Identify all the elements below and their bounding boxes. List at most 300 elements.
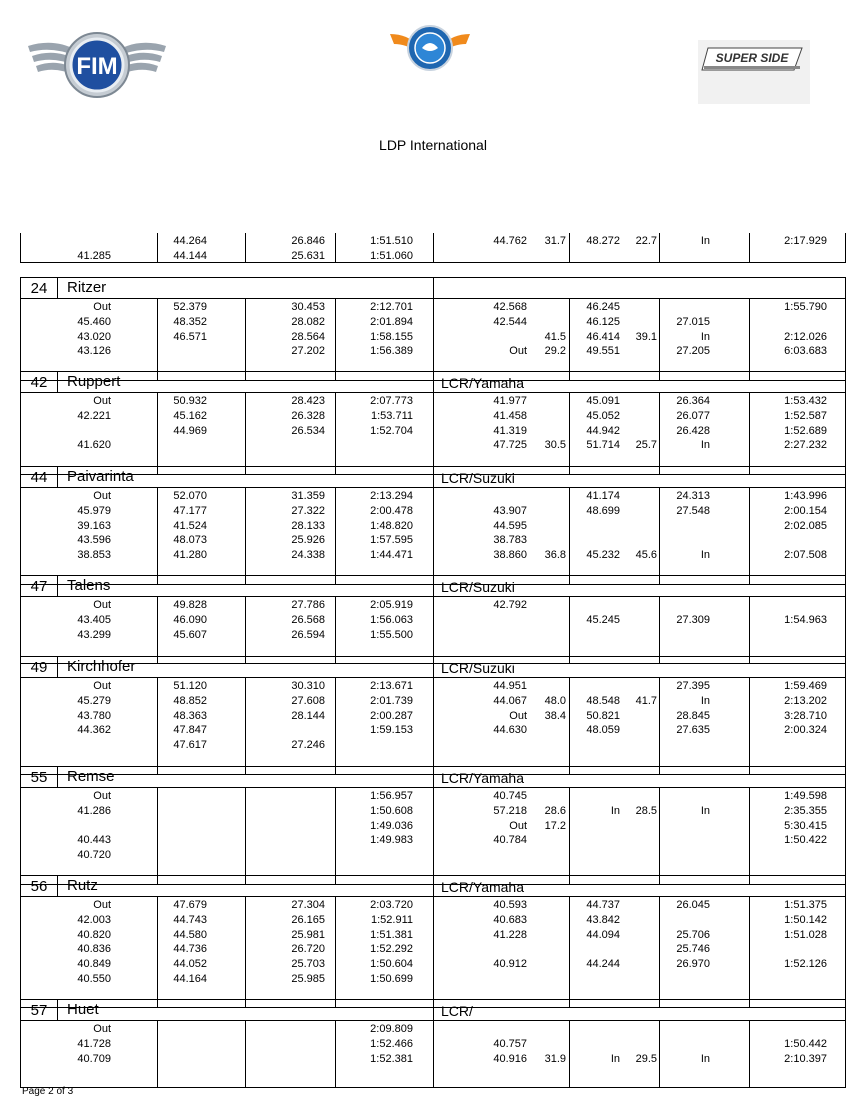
header-divider	[433, 657, 434, 677]
total-time-cell: 2:12.026	[784, 330, 827, 343]
sector3-cell: 27.304	[291, 899, 325, 911]
sector3-cell: 25.981	[291, 928, 325, 941]
rider-team: LCR/Yamaha	[441, 375, 525, 391]
lap-time-cell: 1:56.063	[370, 613, 413, 626]
fim-logo	[24, 30, 170, 102]
sector1-cell: 41.620	[77, 439, 111, 452]
lap-time-cell: 2:07.773	[370, 395, 413, 407]
total-time-cell: 1:52.126	[784, 958, 827, 971]
speed2-cell: 28.5	[635, 804, 657, 817]
sector3-cell: 26.534	[291, 424, 325, 437]
lap-row	[21, 848, 847, 863]
sector3-cell: 24.338	[291, 549, 325, 562]
pit-sector3-cell: 25.746	[676, 943, 710, 956]
lap-time-cell: 2:13.294	[370, 490, 413, 502]
lap-time-cell: 1:44.471	[370, 549, 413, 562]
speed2-cell: 29.5	[635, 1052, 657, 1065]
pit-sector3-cell: In	[700, 694, 710, 707]
pit-sector1-cell: 44.762	[493, 235, 527, 247]
pit-sector2-cell: 41.174	[586, 490, 620, 502]
pit-sector3-cell: In	[700, 330, 710, 343]
pit-sector3-cell: 27.309	[676, 613, 710, 626]
rider-number: 47	[21, 576, 58, 596]
pit-sector2-cell: 48.548	[586, 694, 620, 707]
pit-sector3-cell: In	[700, 549, 710, 562]
sector2-cell: 44.736	[173, 943, 207, 956]
sector1-cell: 41.728	[77, 1037, 111, 1050]
sector3-cell: 28.423	[291, 395, 325, 407]
pit-sector2-cell: 44.094	[586, 928, 620, 941]
sector3-cell: 30.453	[291, 301, 325, 313]
total-time-cell: 3:28.710	[784, 709, 827, 722]
sector3-cell: 27.322	[291, 504, 325, 517]
sector3-cell: 28.133	[291, 519, 325, 532]
lap-row	[21, 519, 847, 534]
lap-row	[21, 315, 847, 330]
pit-sector1-cell: Out	[509, 709, 527, 722]
sector3-cell: 25.703	[291, 958, 325, 971]
sector1-cell: Out	[93, 301, 111, 313]
pit-sector1-cell: 40.784	[493, 834, 527, 847]
sector1-cell: 43.596	[77, 534, 111, 547]
lap-time-cell: 1:55.500	[370, 628, 413, 641]
sector3-cell: 26.165	[291, 913, 325, 926]
lap-row	[21, 819, 847, 834]
lap-times-grid	[20, 393, 846, 475]
pit-sector1-cell: 40.593	[493, 899, 527, 911]
header-divider	[433, 1000, 434, 1020]
sector2-cell: 51.120	[173, 680, 207, 692]
total-time-cell: 1:50.422	[784, 834, 827, 847]
lap-row	[21, 972, 847, 987]
rider-team: LCR/Suzuki	[441, 470, 515, 486]
sector2-cell: 47.847	[173, 724, 207, 737]
sector1-cell: Out	[93, 1023, 111, 1035]
lap-times-grid	[20, 788, 846, 885]
pit-sector1-cell: 57.218	[493, 804, 527, 817]
pit-sector1-cell: 42.544	[493, 315, 527, 328]
speed2-cell: 25.7	[635, 439, 657, 452]
pit-sector3-cell: 27.205	[676, 345, 710, 358]
lap-row	[21, 394, 847, 409]
lap-row	[21, 533, 847, 548]
rider-header	[20, 999, 846, 1021]
total-time-cell: 1:51.375	[784, 899, 827, 911]
fim-logo-text: FIM	[76, 53, 118, 80]
pit-sector1-cell: 41.458	[493, 409, 527, 422]
lap-row	[21, 804, 847, 819]
rider-number: 44	[21, 467, 58, 487]
speed1-cell: 48.0	[544, 694, 566, 707]
pit-sector3-cell: In	[700, 439, 710, 452]
sector2-cell: 44.264	[173, 235, 207, 247]
rider-name: Huet	[67, 1001, 99, 1018]
rider-name: Rutz	[67, 877, 98, 894]
rider-name: Ritzer	[67, 279, 107, 296]
lap-row	[21, 548, 847, 563]
speed2-cell: 45.6	[635, 549, 657, 562]
lap-row	[21, 1052, 847, 1067]
page-number: Page 2 of 3	[22, 1086, 74, 1097]
sector1-cell: 40.550	[77, 973, 111, 985]
lap-time-cell: 1:57.595	[370, 534, 413, 547]
lap-time-cell: 1:58.155	[370, 330, 413, 343]
pit-sector1-cell: 42.792	[493, 599, 527, 611]
sector1-cell: 43.020	[77, 330, 111, 343]
sector3-cell: 25.926	[291, 534, 325, 547]
total-time-cell: 1:54.963	[784, 613, 827, 626]
sector1-cell: 40.836	[77, 943, 111, 956]
sector2-cell: 44.580	[173, 928, 207, 941]
pit-sector2-cell: 46.125	[586, 315, 620, 328]
lap-row	[21, 942, 847, 957]
pit-sector2-cell: 46.245	[586, 301, 620, 313]
sector1-cell: 44.362	[77, 724, 111, 737]
sector2-cell: 41.280	[173, 549, 207, 562]
pit-sector1-cell: 40.916	[493, 1052, 527, 1065]
sector3-cell: 27.786	[291, 599, 325, 611]
speed2-cell: 41.7	[635, 694, 657, 707]
pit-sector3-cell: 26.077	[676, 409, 710, 422]
pit-sector3-cell: In	[700, 804, 710, 817]
speed1-cell: 38.4	[544, 709, 566, 722]
lap-row	[21, 344, 847, 359]
total-time-cell: 2:07.508	[784, 549, 827, 562]
sector1-cell: 43.126	[77, 345, 111, 358]
total-time-cell: 5:30.415	[784, 819, 827, 832]
lap-time-cell: 1:50.604	[370, 958, 413, 971]
pit-sector1-cell: 38.860	[493, 549, 527, 562]
total-time-cell: 6:03.683	[784, 345, 827, 358]
rider-header	[20, 466, 846, 488]
pit-sector2-cell: 44.942	[586, 424, 620, 437]
sector2-cell: 45.607	[173, 628, 207, 641]
sector1-cell: 41.286	[77, 804, 111, 817]
total-time-cell: 1:53.432	[784, 395, 827, 407]
lap-row	[21, 1037, 847, 1052]
pit-sector3-cell: 27.015	[676, 315, 710, 328]
sector2-cell: 47.617	[173, 739, 207, 752]
pit-sector2-cell: 48.699	[586, 504, 620, 517]
lap-times-grid	[20, 233, 846, 263]
lap-time-cell: 2:01.739	[370, 694, 413, 707]
sector2-cell: 46.571	[173, 330, 207, 343]
sector1-cell: 45.279	[77, 694, 111, 707]
lap-time-cell: 1:53.711	[370, 409, 413, 422]
sector2-cell: 44.164	[173, 973, 207, 985]
superside-logo	[698, 40, 810, 104]
pit-sector2-cell: 48.272	[586, 235, 620, 247]
rider-number: 24	[21, 278, 58, 298]
pit-sector2-cell: 45.245	[586, 613, 620, 626]
pit-sector2-cell: 49.551	[586, 345, 620, 358]
lap-time-cell: 1:52.704	[370, 424, 413, 437]
pit-sector2-cell: 44.737	[586, 899, 620, 911]
pit-sector3-cell: 26.428	[676, 424, 710, 437]
lap-time-cell: 1:49.036	[370, 819, 413, 832]
lap-row	[21, 598, 847, 613]
rider-header	[20, 575, 846, 597]
total-time-cell: 2:13.202	[784, 694, 827, 707]
sector1-cell: 43.299	[77, 628, 111, 641]
rider-team: LCR/Yamaha	[441, 770, 525, 786]
speed1-cell: 30.5	[544, 439, 566, 452]
rider-name: Remse	[67, 768, 115, 785]
total-time-cell: 1:49.598	[784, 790, 827, 802]
rider-team: LCR/Yamaha	[441, 879, 525, 895]
pit-sector2-cell: 48.059	[586, 724, 620, 737]
speed1-cell: 31.9	[544, 1052, 566, 1065]
lap-row	[21, 694, 847, 709]
lap-time-cell: 1:49.983	[370, 834, 413, 847]
rider-header	[20, 766, 846, 788]
lap-row	[21, 300, 847, 315]
sector3-cell: 28.082	[291, 315, 325, 328]
speed1-cell: 36.8	[544, 549, 566, 562]
total-time-cell: 1:50.442	[784, 1037, 827, 1050]
sector2-cell: 52.070	[173, 490, 207, 502]
lap-row	[21, 709, 847, 724]
championship-emblem	[388, 22, 472, 74]
pit-sector1-cell: 44.630	[493, 724, 527, 737]
sector1-cell: Out	[93, 490, 111, 502]
rider-name: Kirchhofer	[67, 658, 136, 675]
pit-sector2-cell: 45.052	[586, 409, 620, 422]
page-title: LDP International	[379, 137, 487, 153]
pit-sector1-cell: 38.783	[493, 534, 527, 547]
lap-row	[21, 928, 847, 943]
lap-time-cell: 1:59.153	[370, 724, 413, 737]
lap-time-cell: 2:01.894	[370, 315, 413, 328]
pit-sector3-cell: 27.395	[676, 680, 710, 692]
sector2-cell: 44.052	[173, 958, 207, 971]
pit-sector3-cell: 27.548	[676, 504, 710, 517]
lap-time-cell: 1:56.389	[370, 345, 413, 358]
lap-row	[21, 424, 847, 439]
lap-time-cell: 2:12.701	[370, 301, 413, 313]
pit-sector3-cell: 28.845	[676, 709, 710, 722]
sector1-cell: 45.979	[77, 504, 111, 517]
lap-row	[21, 613, 847, 628]
lap-time-cell: 2:03.720	[370, 899, 413, 911]
total-time-cell: 1:52.587	[784, 409, 827, 422]
lap-time-cell: 1:52.292	[370, 943, 413, 956]
sector1-cell: 42.221	[77, 409, 111, 422]
rider-number: 55	[21, 767, 58, 787]
total-time-cell: 1:52.689	[784, 424, 827, 437]
pit-sector1-cell: 41.228	[493, 928, 527, 941]
header-divider	[433, 876, 434, 896]
rider-header	[20, 277, 846, 299]
pit-sector3-cell: 24.313	[676, 490, 710, 502]
rider-team: LCR/Suzuki	[441, 579, 515, 595]
lap-time-cell: 2:09.809	[370, 1023, 413, 1035]
lap-time-cell: 1:50.699	[370, 973, 413, 985]
lap-row	[21, 409, 847, 424]
lap-row	[21, 330, 847, 345]
lap-times-grid	[20, 597, 846, 664]
sector3-cell: 27.246	[291, 739, 325, 752]
total-time-cell: 1:50.142	[784, 913, 827, 926]
sector2-cell: 52.379	[173, 301, 207, 313]
sector3-cell: 26.594	[291, 628, 325, 641]
sector2-cell: 41.524	[173, 519, 207, 532]
header-divider	[433, 767, 434, 787]
sector1-cell: 43.780	[77, 709, 111, 722]
superside-logo-text: SUPER SIDE	[715, 51, 789, 65]
sector3-cell: 28.144	[291, 709, 325, 722]
rider-number: 56	[21, 876, 58, 896]
total-time-cell: 2:00.154	[784, 504, 827, 517]
sector3-cell: 28.564	[291, 330, 325, 343]
header-divider	[433, 278, 434, 298]
sector1-cell: Out	[93, 790, 111, 802]
lap-row	[21, 438, 847, 453]
sector1-cell: 40.849	[77, 958, 111, 971]
pit-sector3-cell: 26.045	[676, 899, 710, 911]
sector3-cell: 30.310	[291, 680, 325, 692]
sector2-cell: 44.969	[173, 424, 207, 437]
sector2-cell: 48.852	[173, 694, 207, 707]
sector1-cell: Out	[93, 599, 111, 611]
sector3-cell: 26.328	[291, 409, 325, 422]
pit-sector2-cell: In	[610, 1052, 620, 1065]
pit-sector1-cell: 40.757	[493, 1037, 527, 1050]
sector1-cell: 42.003	[77, 913, 111, 926]
pit-sector1-cell: 41.977	[493, 395, 527, 407]
lap-row	[21, 504, 847, 519]
sector2-cell: 48.352	[173, 315, 207, 328]
speed2-cell: 22.7	[635, 235, 657, 247]
rider-header	[20, 656, 846, 678]
lap-time-cell: 1:48.820	[370, 519, 413, 532]
speed1-cell: 17.2	[544, 819, 566, 832]
sector3-cell: 27.202	[291, 345, 325, 358]
pit-sector1-cell: 40.912	[493, 958, 527, 971]
lap-row	[21, 249, 847, 264]
lap-row	[21, 957, 847, 972]
rider-name: Paivarinta	[67, 468, 134, 485]
lap-row	[21, 628, 847, 643]
sector1-cell: 40.720	[77, 849, 111, 862]
sector3-cell: 26.720	[291, 943, 325, 956]
lap-time-cell: 1:56.957	[370, 790, 413, 802]
sector1-cell: Out	[93, 899, 111, 911]
sector1-cell: 40.443	[77, 834, 111, 847]
sector2-cell: 50.932	[173, 395, 207, 407]
header-divider	[433, 576, 434, 596]
lap-row	[21, 913, 847, 928]
sector2-cell: 49.828	[173, 599, 207, 611]
pit-sector3-cell: 26.970	[676, 958, 710, 971]
lap-time-cell: 2:13.671	[370, 680, 413, 692]
pit-sector2-cell: 51.714	[586, 439, 620, 452]
lap-time-cell: 2:00.478	[370, 504, 413, 517]
total-time-cell: 1:55.790	[784, 301, 827, 313]
pit-sector2-cell: 45.091	[586, 395, 620, 407]
lap-time-cell: 1:52.381	[370, 1052, 413, 1065]
speed1-cell: 28.6	[544, 804, 566, 817]
total-time-cell: 1:43.996	[784, 490, 827, 502]
pit-sector3-cell: In	[700, 1052, 710, 1065]
sector3-cell: 25.631	[291, 249, 325, 262]
pit-sector3-cell: In	[700, 235, 710, 247]
lap-time-cell: 1:51.510	[370, 235, 413, 247]
lap-time-cell: 2:00.287	[370, 709, 413, 722]
pit-sector2-cell: 43.842	[586, 913, 620, 926]
lap-times-grid	[20, 299, 846, 381]
rider-number: 49	[21, 657, 58, 677]
rider-header	[20, 371, 846, 393]
pit-sector1-cell: Out	[509, 819, 527, 832]
lap-times-grid	[20, 897, 846, 1008]
lap-time-cell: 1:51.381	[370, 928, 413, 941]
lap-row	[21, 679, 847, 694]
pit-sector1-cell: 42.568	[493, 301, 527, 313]
header-divider	[433, 372, 434, 392]
pit-sector1-cell: 41.319	[493, 424, 527, 437]
pit-sector1-cell: 40.745	[493, 790, 527, 802]
sector1-cell: 39.163	[77, 519, 111, 532]
total-time-cell: 1:51.028	[784, 928, 827, 941]
lap-time-cell: 1:52.911	[370, 913, 413, 926]
pit-sector2-cell: 50.821	[586, 709, 620, 722]
sector2-cell: 44.144	[173, 249, 207, 262]
lap-row	[21, 723, 847, 738]
lap-row	[21, 234, 847, 249]
sector2-cell: 47.679	[173, 899, 207, 911]
lap-times-grid	[20, 488, 846, 585]
lap-row	[21, 789, 847, 804]
sector3-cell: 26.846	[291, 235, 325, 247]
rider-name: Ruppert	[67, 373, 121, 390]
sector1-cell: 40.709	[77, 1052, 111, 1065]
pit-sector3-cell: 25.706	[676, 928, 710, 941]
sector3-cell: 31.359	[291, 490, 325, 502]
pit-sector1-cell: 40.683	[493, 913, 527, 926]
speed1-cell: 29.2	[544, 345, 566, 358]
sector3-cell: 27.608	[291, 694, 325, 707]
rider-name: Talens	[67, 577, 111, 594]
pit-sector1-cell: Out	[509, 345, 527, 358]
lap-row	[21, 898, 847, 913]
lap-row	[21, 489, 847, 504]
sector1-cell: 41.285	[77, 249, 111, 262]
speed2-cell: 39.1	[635, 330, 657, 343]
total-time-cell: 2:02.085	[784, 519, 827, 532]
lap-row	[21, 833, 847, 848]
sector1-cell: Out	[93, 395, 111, 407]
lap-row	[21, 1022, 847, 1037]
rider-team: LCR/Suzuki	[441, 660, 515, 676]
sector2-cell: 44.743	[173, 913, 207, 926]
sector3-cell: 26.568	[291, 613, 325, 626]
pit-sector1-cell: 44.595	[493, 519, 527, 532]
speed1-cell: 41.5	[544, 330, 566, 343]
total-time-cell: 2:00.324	[784, 724, 827, 737]
lap-time-cell: 2:05.919	[370, 599, 413, 611]
lap-times-grid	[20, 1021, 846, 1088]
lap-time-cell: 1:51.060	[370, 249, 413, 262]
pit-sector1-cell: 43.907	[493, 504, 527, 517]
pit-sector2-cell: 46.414	[586, 330, 620, 343]
sector3-cell: 25.985	[291, 973, 325, 985]
total-time-cell: 2:17.929	[784, 235, 827, 247]
total-time-cell: 2:27.232	[784, 439, 827, 452]
total-time-cell: 2:35.355	[784, 804, 827, 817]
rider-number: 57	[21, 1000, 58, 1020]
sector1-cell: 45.460	[77, 315, 111, 328]
